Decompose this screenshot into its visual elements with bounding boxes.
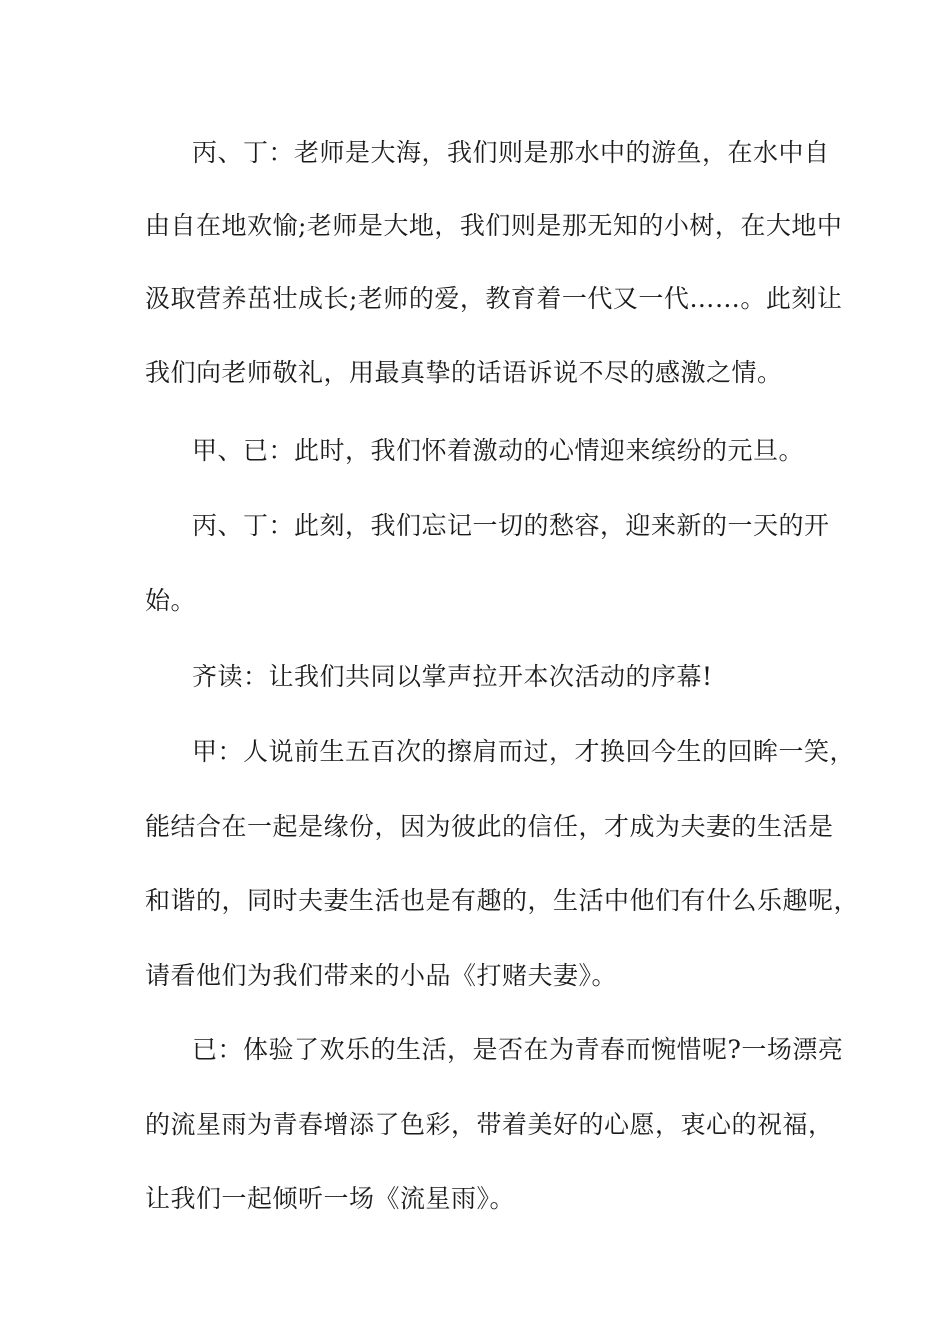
text-line: 齐读：让我们共同以掌声拉开本次活动的序幕! (192, 662, 713, 691)
text-line: 让我们一起倾听一场《流星雨》。 (145, 1184, 516, 1213)
text-line: 请看他们为我们带来的小品《打赌夫妻》。 (145, 961, 618, 990)
text-line: 甲：人说前生五百次的擦肩而过，才换回今生的回眸一笑， (192, 737, 856, 766)
text-line: 始。 (145, 586, 197, 615)
text-line: 甲、已：此时，我们怀着激动的心情迎来缤纷的元旦。 (192, 436, 805, 465)
text-line: 能结合在一起是缘份，因为彼此的信任，才成为夫妻的生活是 (145, 812, 834, 841)
text-line: 的流星雨为青春增添了色彩，带着美好的心愿，衷心的祝福， (145, 1110, 834, 1139)
text-line: 由自在地欢愉;老师是大地，我们则是那无知的小树，在大地中 (145, 211, 843, 240)
text-line: 和谐的，同时夫妻生活也是有趣的，生活中他们有什么乐趣呢， (145, 886, 860, 915)
text-line: 丙、丁：此刻，我们忘记一切的愁容，迎来新的一天的开 (192, 511, 830, 540)
text-line: 我们向老师敬礼，用最真挚的话语诉说不尽的感激之情。 (145, 358, 783, 387)
text-line: 丙、丁：老师是大海，我们则是那水中的游鱼，在水中自 (192, 138, 830, 167)
text-line: 汲取营养茁壮成长;老师的爱，教育着一代又一代……。此刻让 (145, 284, 843, 313)
text-line: 已：体验了欢乐的生活，是否在为青春而惋惜呢?一场漂亮 (192, 1035, 844, 1064)
